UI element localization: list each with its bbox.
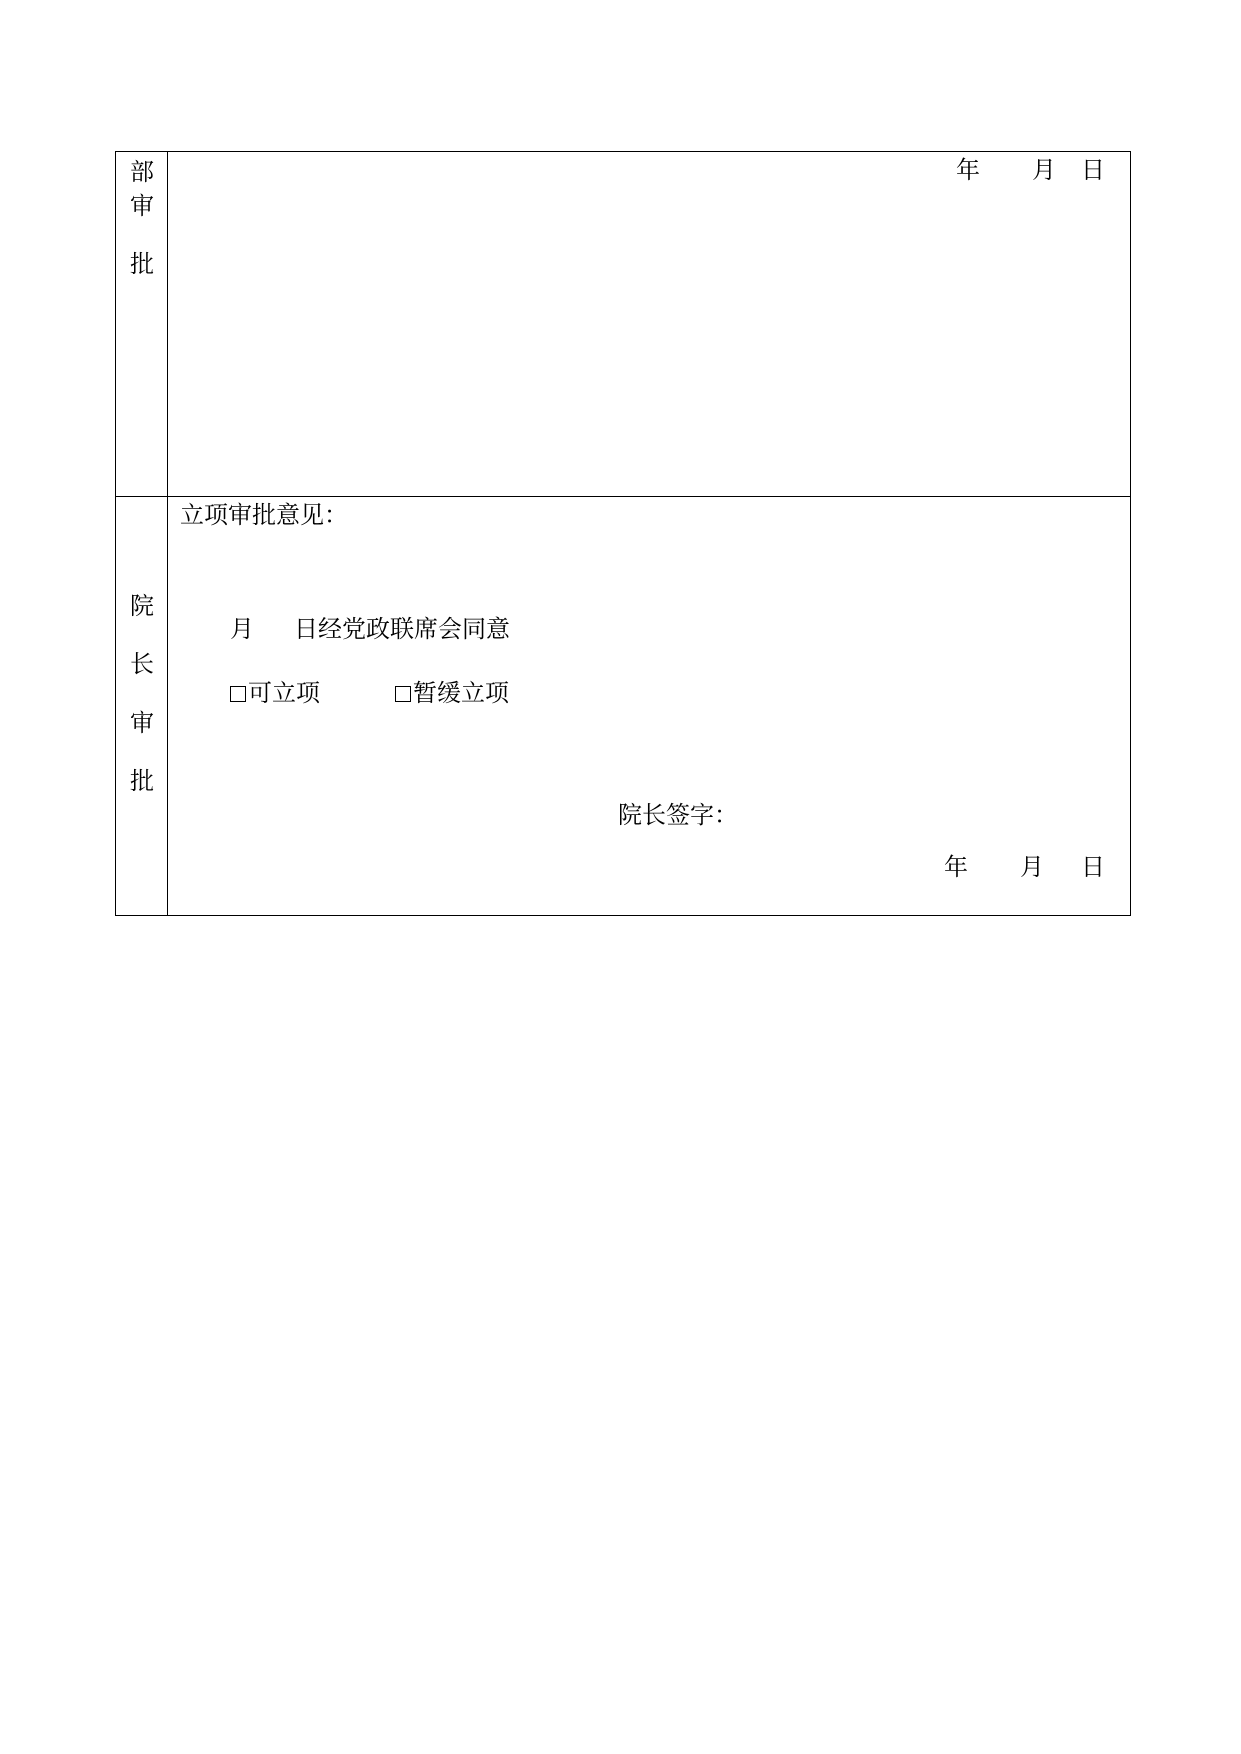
option-approve[interactable] [230,679,320,707]
dean-date-year: 年 [944,853,968,881]
dean-label-char: 院 [130,592,154,620]
option-defer-label: 暂缓立项 [413,679,509,707]
dept-date-day: 日 [1081,156,1105,184]
dept-approval-label-cell [116,152,168,496]
dept-label-char: 批 [130,250,154,278]
dean-approval-label-cell [116,497,168,915]
dept-label-char: 审 [130,192,154,220]
defer-checkbox[interactable] [395,686,411,702]
dean-date-month: 月 [1020,853,1044,881]
dept-approval-content-cell[interactable] [168,152,1130,496]
dean-label-char: 长 [130,650,154,678]
dept-date-year: 年 [956,156,980,184]
dean-approval-content-cell [168,497,1130,915]
dean-label-char: 审 [130,709,154,737]
opinion-title: 立项审批意见： [180,501,348,529]
dean-label-char: 批 [130,767,154,795]
dept-label-char: 部 [130,158,154,186]
dept-approval-row [116,152,1130,497]
meeting-text: 日经党政联席会同意 [294,615,510,643]
meeting-month: 月 [230,615,254,643]
dean-approval-row [116,497,1130,915]
signature-label: 院长签字： [618,801,738,829]
dean-date-day: 日 [1081,853,1105,881]
approve-checkbox[interactable] [230,686,246,702]
option-approve-label: 可立项 [248,679,320,707]
dept-date-month: 月 [1032,156,1056,184]
option-defer[interactable] [395,679,509,707]
approval-form-table [115,151,1131,916]
